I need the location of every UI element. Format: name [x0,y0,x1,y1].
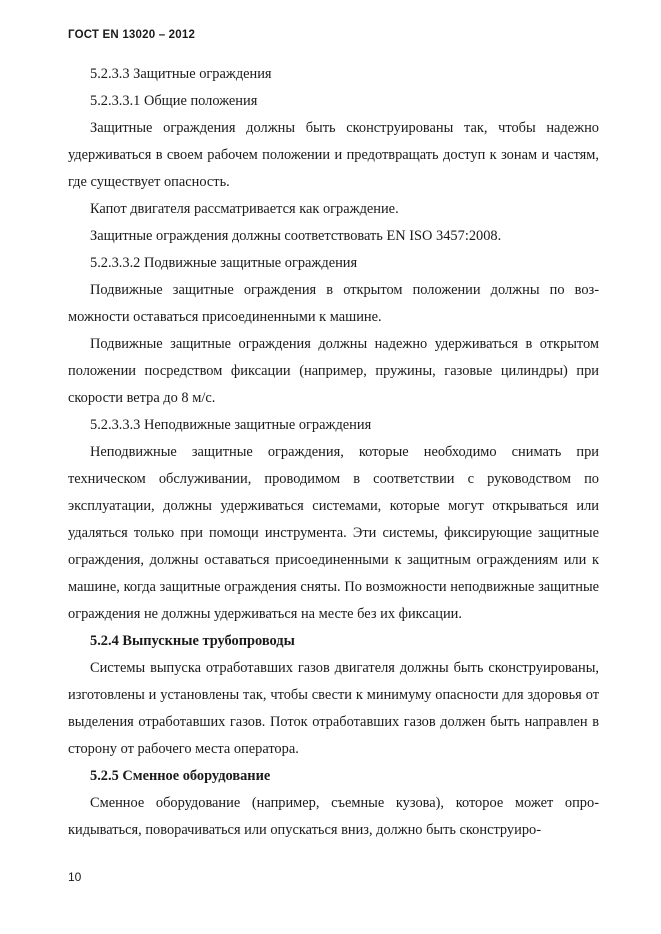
paragraph-guards-design: Защитные ограждения должны быть сконструированы так, чтобы надежно удерживаться в своем рабочем положении и предотвращать доступ к зонам и частям, где существует опасность. [68,120,599,190]
section-heading-5-2-3-3-3: 5.2.3.3.3 Неподвижные защитные ограждения [90,417,372,433]
section-heading-5-2-5: 5.2.5 Сменное оборудование [90,768,271,784]
section-heading-5-2-3-3-2: 5.2.3.3.2 Подвижные защитные ограждения [90,255,358,271]
paragraph-exhaust-systems: Системы выпуска отработавших газов двигателя должны быть сконструированы, изготовлены и установлены так, чтобы свести к минимуму опасности для здоровья от выделения отработавших газов. Поток отработавших газов должен быть направлен в сторону от рабочего места оператора. [68,660,599,757]
paragraph-fixed-guards: Неподвижные защитные ограждения, которые необходимо снимать при техническом обслуживании, проводимом в соответствии с руководством по эксплуатации, должны удерживаться системами, которые могут открываться или удаляться только при помощи инструмента. Эти системы, фиксирующие защитные ограждения, должны оставаться присоединенными к защитным ограждениям или к машине, когда защитные ограждения сняты. По возможности неподвижные защитные ограждения не должны удерживаться на месте без их фиксации. [68,444,599,622]
section-heading-5-2-3-3: 5.2.3.3 Защитные ограждения [90,66,272,82]
section-heading-5-2-4: 5.2.4 Выпускные трубопроводы [90,633,295,649]
section-heading-5-2-3-3-1: 5.2.3.3.1 Общие положения [90,93,258,109]
document-header: ГОСТ EN 13020 – 2012 [68,29,196,41]
paragraph-guards-standard: Защитные ограждения должны соответствовать EN ISO 3457:2008. [90,228,502,244]
paragraph-movable-guards-open: Подвижные защитные ограждения должны надежно удерживаться в открытом положении посредством фиксации (например, пружины, газовые цилиндры) при скорости ветра до 8 м/с. [68,336,599,406]
paragraph-engine-hood: Капот двигателя рассматривается как ограждение. [90,201,399,217]
document-body [68,61,599,844]
page-number: 10 [68,870,82,884]
paragraph-movable-guards-attached: Подвижные защитные ограждения в открытом положении должны по возможности оставаться присоединенными к машине. [68,282,599,325]
paragraph-interchangeable-equipment: Сменное оборудование (например, съемные кузова), которое может опрокидываться, поворачиваться или опускаться вниз, должно быть сконструиро- [68,795,599,838]
